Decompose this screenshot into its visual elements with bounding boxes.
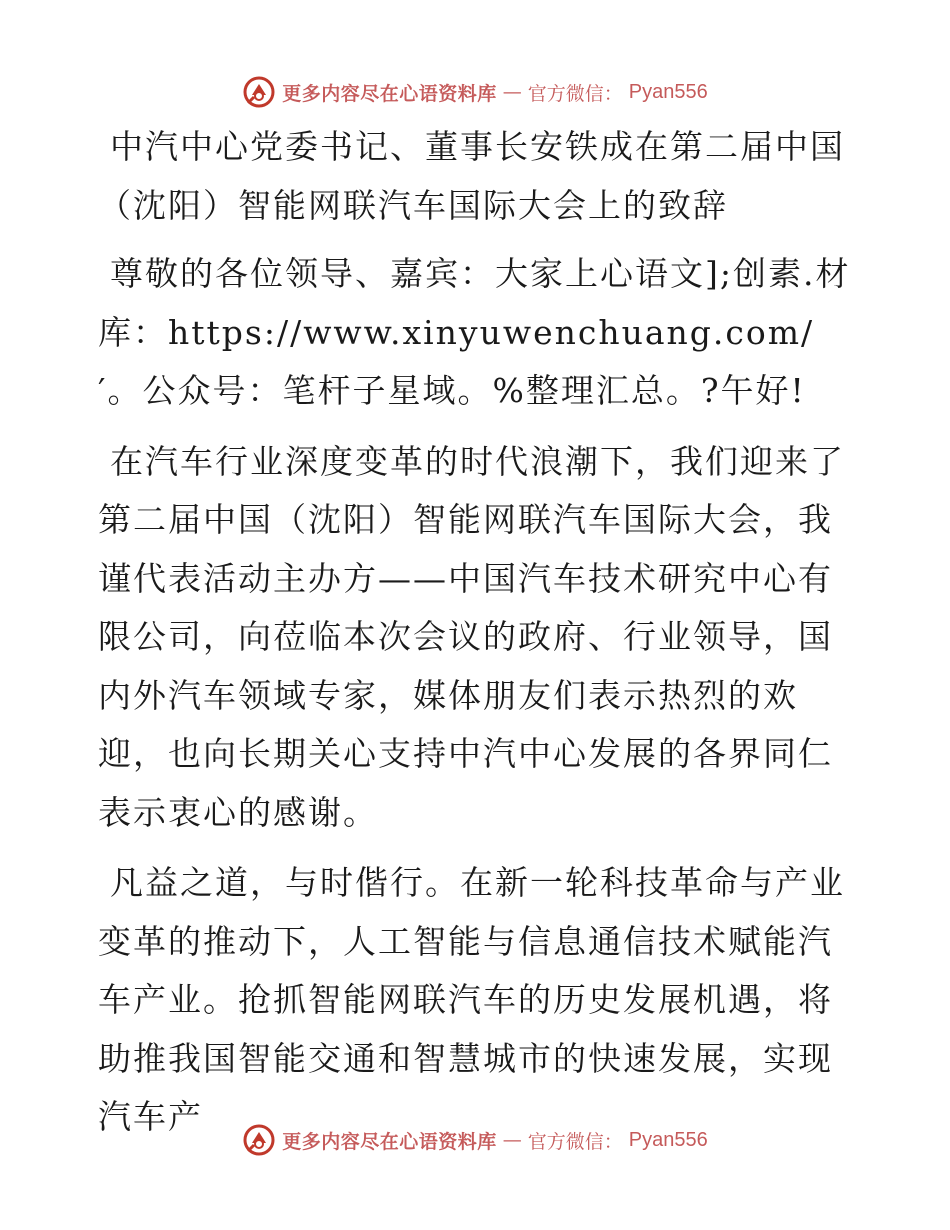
watermark-dash: — xyxy=(502,81,522,103)
watermark-label: 官方微信： xyxy=(527,82,623,105)
watermark-id: Pyan556 xyxy=(628,80,708,103)
watermark-id: Pyan556 xyxy=(628,1128,708,1151)
watermark-brand: 更多内容尽在心语资料库 xyxy=(282,82,497,105)
brand-logo-icon xyxy=(242,1123,276,1157)
watermark-brand: 更多内容尽在心语资料库 xyxy=(282,1130,497,1153)
document-body xyxy=(98,118,858,1159)
watermark-footer xyxy=(0,1120,950,1160)
brand-logo-icon xyxy=(242,75,276,109)
paragraph-welcome: 在汽车行业深度变革的时代浪潮下，我们迎来了第二届中国（沈阳）智能网联汽车国际大会，我谨代表活动主办方——中国汽车技术研究中心有限公司，向莅临本次会议的政府、行业领导，国内外汽车领域专家，媒体朋友们表示热烈的欢迎，也向长期关心支持中汽中心发展的各界同仁表示衷心的感谢。 xyxy=(98,441,845,832)
watermark-label: 官方微信： xyxy=(527,1130,623,1153)
document-title: 中汽中心党委书记、董事长安铁成在第二届中国（沈阳）智能网联汽车国际大会上的致辞 xyxy=(98,127,845,225)
paragraph-greeting: 尊敬的各位领导、嘉宾：大家上心语文];创素.材库：https://www.xinyuwenchuang.com/′。公众号：笔杆子星域。%整理汇总。?午好! xyxy=(98,254,851,410)
watermark-header xyxy=(0,72,950,112)
watermark-dash: — xyxy=(502,1129,522,1151)
paragraph-development: 凡益之道，与时偕行。在新一轮科技革命与产业变革的推动下，人工智能与信息通信技术赋能汽车产业。抢抓智能网联汽车的历史发展机遇，将助推我国智能交通和智慧城市的快速发展，实现汽车产 xyxy=(98,863,845,1136)
